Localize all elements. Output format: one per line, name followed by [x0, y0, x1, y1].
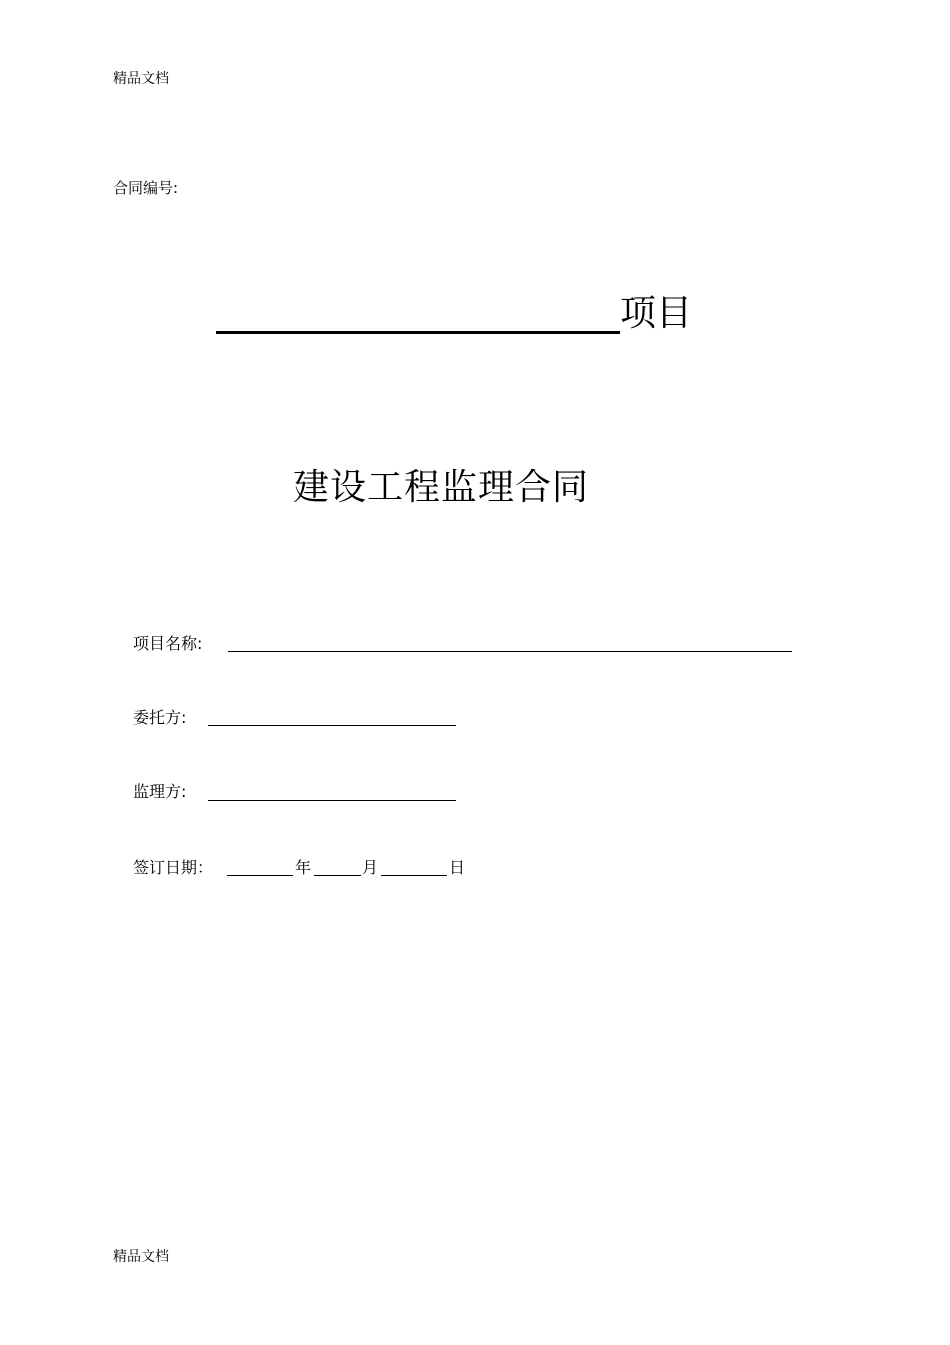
header-watermark: 精品文档 [113, 71, 169, 87]
signing-day-unit: 日 [449, 858, 466, 877]
document-title: 建设工程监理合同 [293, 467, 590, 508]
client-label: 委托方: [133, 708, 187, 727]
project-name-blank [228, 651, 792, 652]
project-suffix: 项目 [620, 293, 693, 334]
signing-year-unit: 年 [295, 858, 312, 877]
contract-number-label: 合同编号: [113, 179, 179, 197]
footer-watermark: 精品文档 [113, 1249, 169, 1265]
project-name-label: 项目名称: [133, 634, 203, 653]
client-blank [208, 725, 456, 726]
signing-date-label: 签订日期： [133, 858, 214, 877]
signing-day-blank [381, 875, 447, 876]
signing-year-blank [227, 875, 293, 876]
signing-month-unit: 月 [362, 858, 379, 877]
signing-month-blank [314, 875, 361, 876]
supervisor-blank [208, 800, 456, 801]
project-name-blank-line [216, 331, 620, 334]
supervisor-label: 监理方: [133, 782, 187, 801]
